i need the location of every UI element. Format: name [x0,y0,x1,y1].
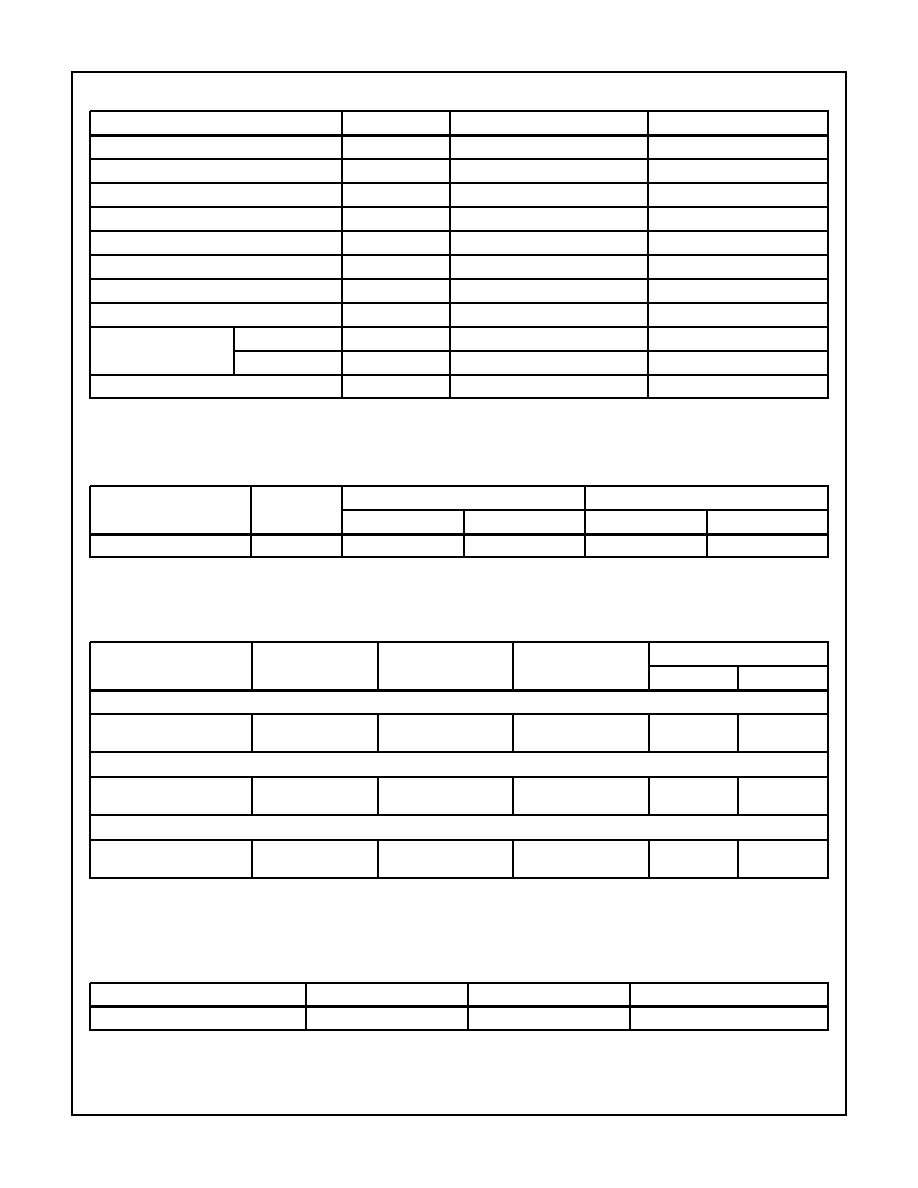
table2-cell [465,536,584,556]
table3-subheader-cell [650,668,737,689]
table1-border-bottom [90,397,829,399]
table1-cell [343,233,449,254]
table2-subheader-cell [708,512,827,533]
table1-cell [343,353,449,374]
table1-cell [451,281,647,302]
table1-border-top [90,110,829,112]
table2-cell [343,536,463,556]
table3-cell [739,779,827,814]
table1-cell [451,137,647,158]
table1-cell [343,377,449,397]
table3-cell [379,842,512,877]
table3-row-rule [90,713,829,715]
table3-border-right [827,642,829,879]
table1-cell [91,161,341,182]
table1-cell [649,161,827,182]
table3-cell [514,779,648,814]
table1-cell [91,209,341,230]
table3-cell [379,779,512,814]
table1-header-cell [91,113,341,134]
table1-cell [649,377,827,397]
table3-cell [253,779,377,814]
table1-header-cell [343,113,449,134]
table3-header-cell [650,644,827,665]
table3-subheader-cell [739,668,827,689]
table3-section-title [91,692,827,713]
table4-border-top [90,982,829,984]
table1-cell [343,209,449,230]
table3-cell [253,842,377,877]
table3-section-title [91,754,827,776]
table1-cell [91,281,341,302]
table1-cell [343,329,449,350]
table2-subheader-cell [586,512,706,533]
table2-header-cell [343,488,584,509]
table2-subheader-cell [465,512,584,533]
table1-cell [235,329,341,350]
table3-row-rule [90,751,829,753]
table3-cell [91,716,251,751]
table1-header-cell [451,113,647,134]
table4-cell [307,1008,467,1029]
table1-cell [91,137,341,158]
table3-subheader-rule [649,665,829,667]
table1-cell [91,377,341,397]
table3-cell [91,842,251,877]
table1-cell [649,209,827,230]
table1-cell [235,353,341,374]
table4-border-bottom [90,1029,829,1031]
table2-header-cell [252,488,341,533]
table1-cell [451,161,647,182]
table4-cell [631,1008,827,1029]
table2-header-cell [91,488,250,533]
table1-row-rule [90,326,829,328]
table1-cell [451,233,647,254]
table4-cell [469,1008,629,1029]
table1-cell [343,161,449,182]
table3-row-rule [90,814,829,816]
table1-row-rule [90,374,829,376]
table2-subheader-cell [343,512,463,533]
table2-header-cell [586,488,827,509]
table1-cell [649,281,827,302]
table3-row-rule [90,776,829,778]
table3-border-bottom [90,877,829,879]
table4-cell [91,1008,305,1029]
table2-border-bottom [90,556,829,558]
table3-cell [514,716,648,751]
table3-cell [739,716,827,751]
table2-cell [252,536,341,556]
table2-border-top [90,485,829,487]
table1-row-rule [90,278,829,280]
table1-cell [649,257,827,278]
table1-cell [91,233,341,254]
table4-header-cell [631,985,827,1005]
table1-row-rule [90,158,829,160]
table1-row-rule [90,182,829,184]
table3-header-cell [253,644,377,689]
table1-group-label [91,329,233,374]
table1-cell [649,137,827,158]
table1-cell [451,377,647,397]
table1-cell [451,257,647,278]
table3-cell [379,716,512,751]
table1-row-rule [90,254,829,256]
table1-row-rule [90,206,829,208]
table1-row-rule [90,302,829,304]
table1-cell [343,281,449,302]
table2-border-right [827,486,829,558]
table3-cell [650,779,737,814]
table1-cell [91,257,341,278]
table3-cell [514,842,648,877]
table2-cell [91,536,250,556]
table3-cell [739,842,827,877]
table1-cell [451,185,647,206]
table1-cell [649,233,827,254]
table1-row-rule [90,230,829,232]
table1-cell [451,353,647,374]
table1-cell [343,257,449,278]
table1-cell [451,209,647,230]
table2-cell [708,536,827,556]
table4-header-cell [91,985,305,1005]
table1-cell [649,185,827,206]
table4-header-cell [469,985,629,1005]
table1-cell [343,185,449,206]
table3-cell [253,716,377,751]
table1-header-cell [649,113,827,134]
table3-header-cell [379,644,512,689]
table4-header-cell [307,985,467,1005]
table3-cell [650,716,737,751]
table3-border-top [90,641,829,643]
table1-cell [91,185,341,206]
table1-cell [649,329,827,350]
table3-cell [91,779,251,814]
table3-cell [650,842,737,877]
table2-cell [586,536,706,556]
table1-cell [649,353,827,374]
table3-header-cell [514,644,648,689]
table3-section-title [91,817,827,839]
table1-cell [451,329,647,350]
table3-row-rule [90,839,829,841]
table3-header-cell [91,644,251,689]
table1-row-rule [234,350,829,352]
table1-cell [343,137,449,158]
